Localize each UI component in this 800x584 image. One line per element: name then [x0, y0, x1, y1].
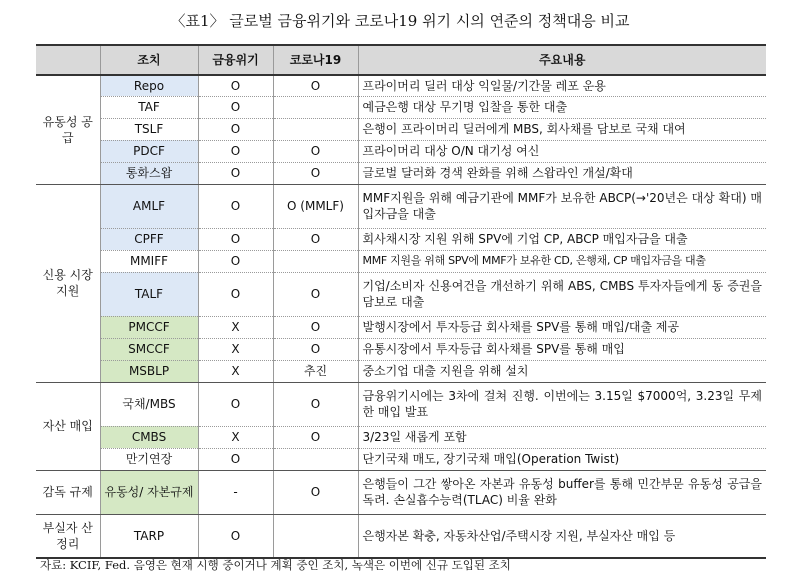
- measure-desc: 은행자본 확충, 자동차산업/주택시장 지원, 부실자산 매입 등: [358, 514, 766, 558]
- header-covid: 코로나19: [273, 45, 358, 75]
- table-row: [36, 514, 766, 558]
- table-row: [36, 96, 766, 118]
- gfc-mark: O: [198, 272, 273, 316]
- covid-mark: [273, 118, 358, 140]
- measure-desc: 발행시장에서 투자등급 회사채를 SPV를 통해 매입/대출 제공: [358, 316, 766, 338]
- measure-desc: 기업/소비자 신용여건을 개선하기 위해 ABS, CMBS 투자자들에게 동 증권을 담보로 대출: [358, 272, 766, 316]
- table-row: [36, 118, 766, 140]
- table-row: [36, 162, 766, 184]
- measure-desc: 은행이 프라이머리 딜러에게 MBS, 회사채를 담보로 국채 대여: [358, 118, 766, 140]
- measure-desc: 예금은행 대상 무기명 입찰을 통한 대출: [358, 96, 766, 118]
- measure-name: MSBLP: [100, 360, 198, 382]
- measure-name: TARP: [100, 514, 198, 558]
- gfc-mark: X: [198, 316, 273, 338]
- measure-desc: 금융위기시에는 3차에 걸쳐 진행. 이번에는 3.15일 $7000억, 3.23일 무제한 매입 발표: [358, 382, 766, 426]
- header-content: 주요내용: [358, 45, 766, 75]
- gfc-mark: X: [198, 338, 273, 360]
- header-gfc: 금융위기: [198, 45, 273, 75]
- measure-name: SMCCF: [100, 338, 198, 360]
- table-row: [36, 272, 766, 316]
- table-row: [36, 382, 766, 426]
- category-asset: 자산 매입: [36, 382, 100, 470]
- gfc-mark: O: [198, 448, 273, 470]
- covid-mark: O: [273, 316, 358, 338]
- policy-table: [36, 44, 766, 559]
- covid-mark: [273, 448, 358, 470]
- measure-desc: 중소기업 대출 지원을 위해 설치: [358, 360, 766, 382]
- gfc-mark: O: [198, 514, 273, 558]
- gfc-mark: O: [198, 184, 273, 228]
- source-note: 자료: KCIF, Fed. 음영은 현재 시행 중이거나 계획 중인 조치, 녹색은 이번에 신규 도입된 조치: [40, 558, 511, 572]
- measure-name: TALF: [100, 272, 198, 316]
- covid-mark: O: [273, 338, 358, 360]
- measure-desc: 회사채시장 지원 위해 SPV에 기업 CP, ABCP 매입자금을 대출: [358, 228, 766, 250]
- category-credit: 신용 시장 지원: [36, 184, 100, 382]
- measure-name: CMBS: [100, 426, 198, 448]
- table-row: [36, 140, 766, 162]
- gfc-mark: O: [198, 75, 273, 96]
- covid-mark: O: [273, 228, 358, 250]
- measure-name: Repo: [100, 75, 198, 96]
- table-title: 〈표1〉 글로벌 금융위기와 코로나19 위기 시의 연준의 정책대응 비교: [170, 12, 630, 30]
- covid-mark: [273, 250, 358, 272]
- measure-name: TAF: [100, 96, 198, 118]
- covid-mark: [273, 96, 358, 118]
- table-row: [36, 448, 766, 470]
- table-row: [36, 360, 766, 382]
- measure-desc: MMF지원을 위해 예금기관에 MMF가 보유한 ABCP(→'20년은 대상 확대) 매입자금을 대출: [358, 184, 766, 228]
- measure-desc: 3/23일 새롭게 포함: [358, 426, 766, 448]
- header-category: [36, 45, 100, 75]
- table-row: [36, 75, 766, 96]
- measure-name: MMIFF: [100, 250, 198, 272]
- measure-desc: 단기국채 매도, 장기국채 매입(Operation Twist): [358, 448, 766, 470]
- measure-name: 통화스왑: [100, 162, 198, 184]
- covid-mark: [273, 514, 358, 558]
- covid-mark: O: [273, 470, 358, 514]
- measure-name: 국채/MBS: [100, 382, 198, 426]
- gfc-mark: O: [198, 162, 273, 184]
- gfc-mark: O: [198, 140, 273, 162]
- header-measure: 조치: [100, 45, 198, 75]
- measure-name: 만기연장: [100, 448, 198, 470]
- table-row: [36, 426, 766, 448]
- covid-mark: O: [273, 140, 358, 162]
- category-liquidity: 유동성 공급: [36, 75, 100, 184]
- category-bad-asset: 부실자 산정리: [36, 514, 100, 558]
- measure-name: AMLF: [100, 184, 198, 228]
- covid-mark: O: [273, 75, 358, 96]
- measure-desc: 유통시장에서 투자등급 회사채를 SPV를 통해 매입: [358, 338, 766, 360]
- measure-name: PMCCF: [100, 316, 198, 338]
- measure-name: PDCF: [100, 140, 198, 162]
- table-row: [36, 316, 766, 338]
- covid-mark: O: [273, 382, 358, 426]
- covid-mark: O (MMLF): [273, 184, 358, 228]
- gfc-mark: O: [198, 250, 273, 272]
- gfc-mark: O: [198, 96, 273, 118]
- measure-desc: 은행들이 그간 쌓아온 자본과 유동성 buffer를 통해 민간부문 유동성 공급을 독려. 손실흡수능력(TLAC) 비율 완화: [358, 470, 766, 514]
- gfc-mark: O: [198, 118, 273, 140]
- gfc-mark: -: [198, 470, 273, 514]
- table-row: [36, 470, 766, 514]
- covid-mark: O: [273, 272, 358, 316]
- table-row: [36, 250, 766, 272]
- covid-mark: O: [273, 162, 358, 184]
- gfc-mark: X: [198, 360, 273, 382]
- measure-name: TSLF: [100, 118, 198, 140]
- measure-desc: 프라이머리 대상 O/N 대기성 여신: [358, 140, 766, 162]
- table-row: [36, 184, 766, 228]
- measure-desc: MMF 지원을 위해 SPV에 MMF가 보유한 CD, 은행채, CP 매입자금을 대출: [358, 250, 766, 272]
- measure-desc: 글로벌 달러화 경색 완화를 위해 스왑라인 개설/확대: [358, 162, 766, 184]
- measure-name: CPFF: [100, 228, 198, 250]
- gfc-mark: X: [198, 426, 273, 448]
- covid-mark: O: [273, 426, 358, 448]
- category-supervision: 감독 규제: [36, 470, 100, 514]
- header-row: [36, 45, 766, 75]
- table-row: [36, 338, 766, 360]
- gfc-mark: O: [198, 228, 273, 250]
- measure-desc: 프라이머리 딜러 대상 익일물/기간물 레포 운용: [358, 75, 766, 96]
- measure-name: 유동성/ 자본규제: [100, 470, 198, 514]
- gfc-mark: O: [198, 382, 273, 426]
- table-row: [36, 228, 766, 250]
- covid-mark: 추진: [273, 360, 358, 382]
